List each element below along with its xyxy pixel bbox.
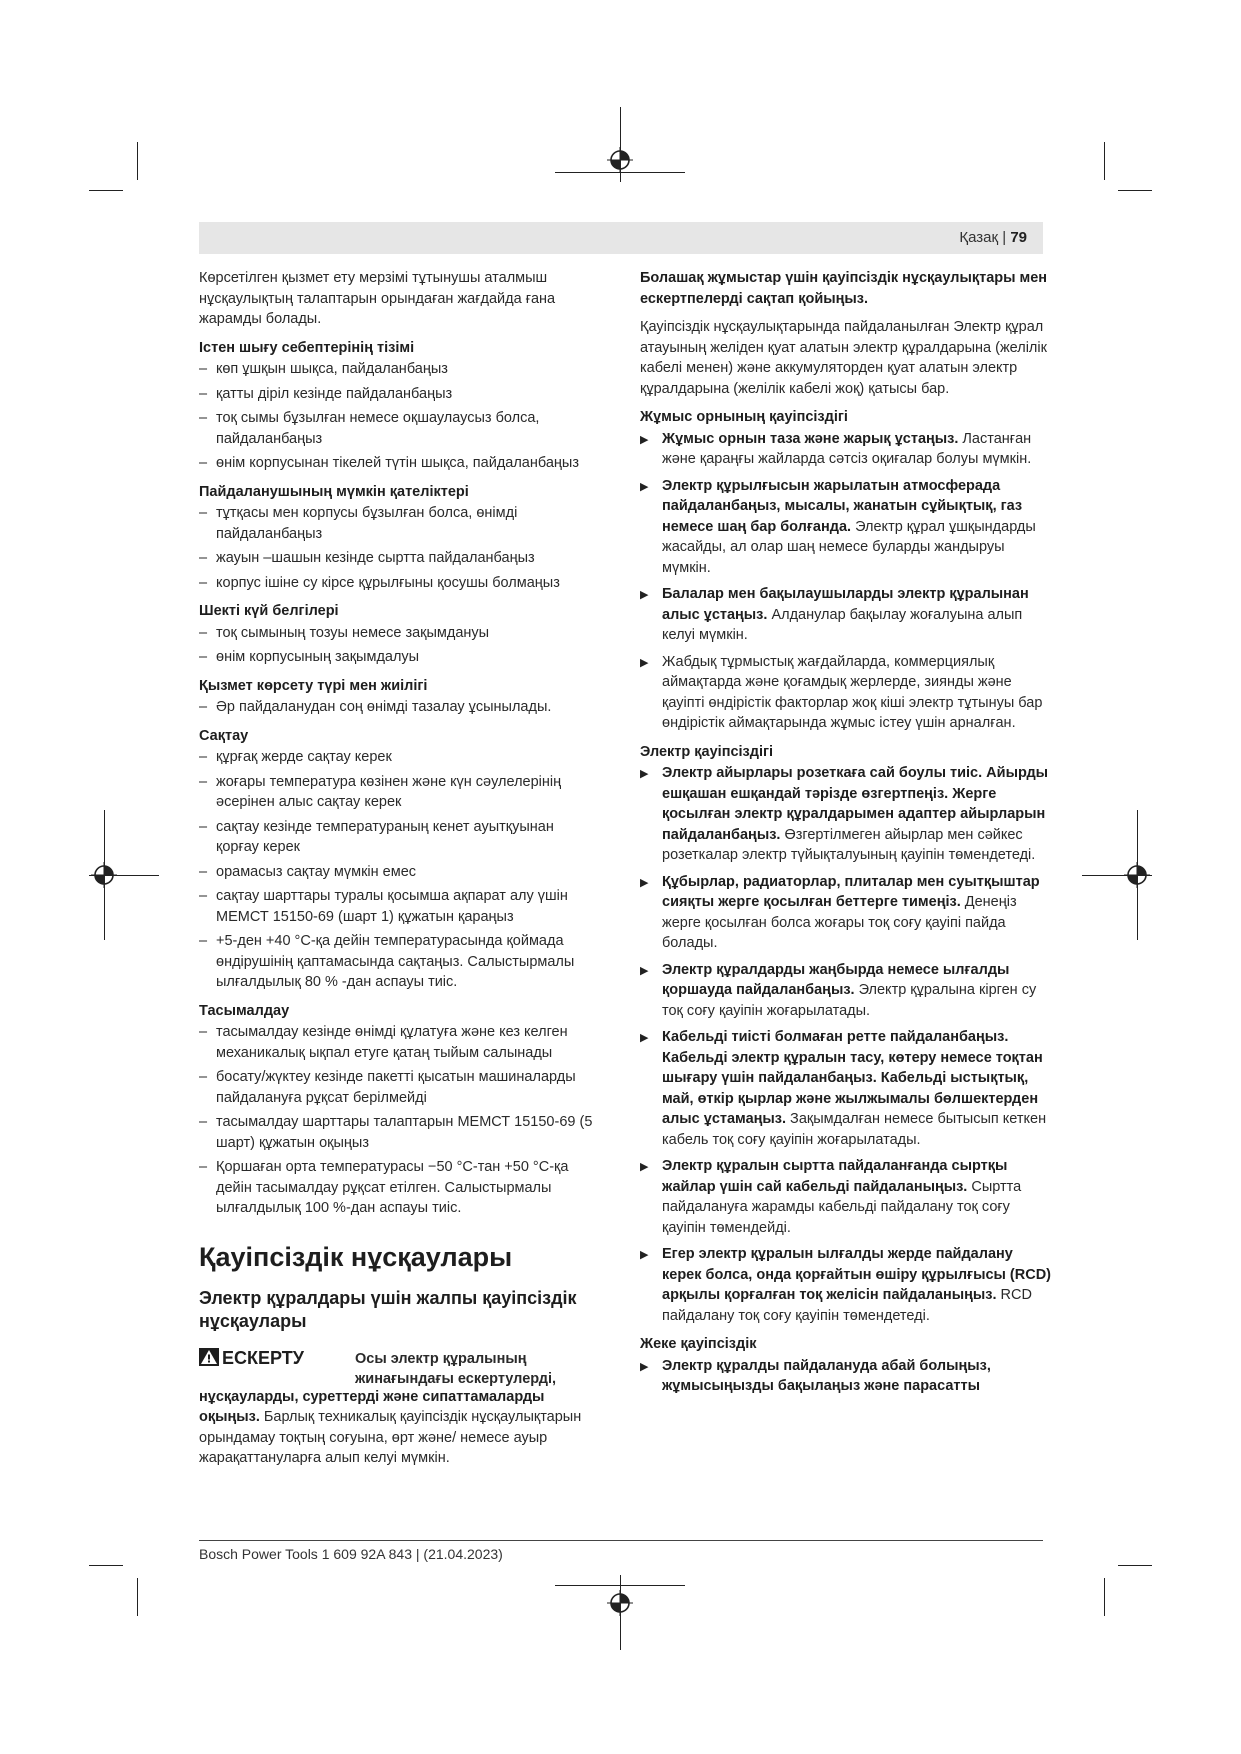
list-item bbox=[640, 584, 1054, 646]
errors-list bbox=[199, 503, 599, 593]
page-number: 79 bbox=[1010, 229, 1027, 246]
item-text: Ластанған және қараңғы жайларда сәтсіз оқиғалар болуы мүмкін. bbox=[662, 430, 1032, 467]
list-item bbox=[640, 763, 1054, 866]
right-column bbox=[640, 268, 1054, 1403]
item-bold: Электр құралдарды жаңбырда немесе ылғалды қоршауда пайдаланбаңыз. bbox=[662, 961, 1010, 998]
item-bold: Жұмыс орнын таза және жарық ұстаңыз. bbox=[662, 430, 959, 447]
service-list bbox=[199, 697, 599, 718]
registration-target-icon bbox=[607, 1590, 633, 1616]
header-language: Қазақ bbox=[959, 229, 999, 246]
crop-mark bbox=[1104, 1578, 1105, 1616]
warning-icon bbox=[199, 1348, 219, 1366]
list-item: – орамасыз сақтау мүмкін емес bbox=[199, 862, 599, 883]
registration-target-icon bbox=[1124, 862, 1150, 888]
registration-target-icon bbox=[91, 862, 117, 888]
transport-heading: Тасымалдау bbox=[199, 1002, 290, 1019]
item-bold: Электр құрылғысын жарылатын атмосферада пайдаланбаңыз, мысалы, жанатын сұйықтық, газ немесе шаң бар болғанда. bbox=[662, 477, 1023, 535]
list-item: – тоқ сымы бұзылған немесе оқшаулаусыз болса, пайдаланбаңыз bbox=[199, 408, 599, 449]
list-item bbox=[640, 872, 1054, 954]
warning-text: Барлық техникалық қауіпсіздік нұсқаулықтарын орындамау тоқтың соғуына, өрт және/ немесе ауыр жарақаттануларға алып келуі мүмкін. bbox=[199, 1409, 582, 1466]
warning-heading: Осы электр құралының жинағындағы ескертулерді, bbox=[355, 1350, 557, 1387]
registration-target-icon bbox=[607, 147, 633, 173]
crop-mark bbox=[1104, 142, 1105, 180]
list-item: – +5-ден +40 °C-қа дейін температурасында қоймада өндірушінің қаптамасында сақтаңыз. Салыстырмалы ылғалдылық 80 % -дан аспауы тиіс. bbox=[199, 931, 599, 993]
list-item: – өнім корпусының зақымдалуы bbox=[199, 647, 599, 668]
left-column bbox=[199, 268, 599, 1477]
list-item: – босату/жүктеу кезінде пакетті қысатын машиналарды пайдалануға рұқсат берілмейді bbox=[199, 1067, 599, 1108]
electric-heading: Электр қауіпсіздігі bbox=[640, 743, 774, 760]
errors-heading: Пайдаланушының мүмкін қателіктері bbox=[199, 483, 469, 500]
workplace-heading: Жұмыс орнының қауіпсіздігі bbox=[640, 409, 848, 425]
list-item: – тұтқасы мен корпусы бұзылған болса, өнімді пайдаланбаңыз bbox=[199, 503, 599, 544]
list-item: – сақтау кезінде температураның кенет ауытқуынан қорғау керек bbox=[199, 817, 599, 858]
personal-heading: Жеке қауіпсіздік bbox=[640, 1336, 757, 1352]
crop-mark bbox=[1118, 1565, 1152, 1566]
list-item bbox=[640, 1156, 1054, 1238]
list-item: – тасымалдау кезінде өнімді құлатуға және кез келген механикалық ықпал етуге қатаң тыйым салынады bbox=[199, 1022, 599, 1063]
item-bold: Кабельді тиісті болмаған ретте пайдаланбаңыз. Кабельді электр құралын тасу, көтеру немесе тоқтан шығару үшін пайдаланбаңыз. Кабельді ыстықтық, май, өткір қырлар және жылжымалы бөлшектерден алыс ұстамаңыз. bbox=[662, 1029, 1043, 1127]
list-item: – тоқ сымының тозуы немесе зақымдануы bbox=[199, 623, 599, 644]
item-text: Электр құралына кірген су тоқ соғу қауіпін жоғарылатады. bbox=[662, 982, 1037, 1019]
general-safety-subtitle: Электр құралдары үшін жалпы қауіпсіздік нұсқаулары bbox=[199, 1287, 577, 1331]
list-item bbox=[640, 1244, 1054, 1326]
workplace-list bbox=[640, 429, 1054, 734]
crop-mark bbox=[137, 142, 138, 180]
crop-mark bbox=[137, 1578, 138, 1616]
item-text: Сыртта пайдалануға жарамды кабельді пайдалану тоқ соғу қауіпін төмендейді. bbox=[662, 1178, 1022, 1236]
list-item: – сақтау шарттары туралы қосымша ақпарат алу үшін МЕМСТ 15150-69 (шарт 1) құжатын қараңыз bbox=[199, 886, 599, 927]
list-item: – жауын –шашын кезінде сыртта пайдаланбаңыз bbox=[199, 548, 599, 569]
item-bold: Электр құралын сыртта пайдаланғанда сыртқы жайлар үшін сай кабельді пайдаланыңыз. bbox=[662, 1158, 1008, 1195]
limits-heading: Шекті күй белгілері bbox=[199, 603, 339, 619]
safety-title: Қауіпсіздік нұсқаулары bbox=[199, 1241, 513, 1272]
item-bold: Электр құралды пайдалануда абай болыңыз, жұмысыңызды бақылаңыз және парасатты bbox=[662, 1357, 991, 1394]
page-footer: Bosch Power Tools 1 609 92A 843 | (21.04.2023) bbox=[199, 1546, 503, 1562]
registration-line bbox=[555, 1585, 685, 1586]
item-bold: Балалар мен бақылаушыларды электр құралынан алыс ұстаңыз. bbox=[662, 586, 1029, 623]
failure-list bbox=[199, 359, 599, 474]
page-header bbox=[199, 222, 1043, 254]
item-text: Алданулар бақылау жоғалуына алып келуі мүмкін. bbox=[662, 606, 1023, 643]
list-item: – корпус ішіне су кірсе құрылғыны қосушы болмаңыз bbox=[199, 573, 599, 594]
list-item bbox=[640, 1027, 1054, 1150]
list-item: – құрғақ жерде сақтау керек bbox=[199, 747, 599, 768]
keep-instructions-heading: Болашақ жұмыстар үшін қауіпсіздік нұсқаулықтары мен ескертпелерді сақтап қойыңыз. bbox=[640, 270, 1048, 307]
warning-label: ЕСКЕРТУ bbox=[222, 1347, 304, 1368]
list-item bbox=[640, 429, 1054, 470]
item-text: Зақымдалған немесе бытысып кеткен кабель тоқ соғу қауіпін жоғарылатады. bbox=[662, 1111, 1047, 1148]
header-text: Қазақ | 79 bbox=[959, 229, 1027, 246]
electric-list bbox=[640, 763, 1054, 1326]
footer-rule bbox=[199, 1540, 1043, 1541]
warning-bold-text: нұсқауларды, суреттерді және сипаттамаларды оқыңыз. bbox=[199, 1388, 545, 1425]
list-item: – тасымалдау шарттары талаптарын МЕМСТ 15150-69 (5 шарт) құжатын оқыңыз bbox=[199, 1112, 599, 1153]
item-text: Электр құрал ұшқындарды жасайды, ал олар шаң немесе буларды жандыруы мүмкін. bbox=[662, 518, 1036, 576]
item-bold: Егер электр құралын ылғалды жерде пайдалану керек болса, онда қорғайтын өшіру құрылғысы (RCD) арқылы қорғалған тоқ желісін пайдаланыңыз. bbox=[662, 1246, 1052, 1303]
warning-paragraph bbox=[199, 1387, 599, 1469]
list-item: – көп ұшқын шықса, пайдаланбаңыз bbox=[199, 359, 599, 380]
item-bold: Құбырлар, радиаторлар, плиталар мен суытқыштар сияқты жерге қосылған беттерге тимеңіз. bbox=[662, 873, 1040, 910]
warning-block bbox=[199, 1347, 599, 1387]
list-item bbox=[640, 476, 1054, 579]
list-item bbox=[640, 652, 1054, 734]
list-item: – қатты діріл кезінде пайдаланбаңыз bbox=[199, 384, 599, 405]
list-item: – өнім корпусынан тікелей түтін шықса, пайдаланбаңыз bbox=[199, 453, 599, 474]
item-text: Денеңіз жерге қосылған болса жоғары тоқ соғу қауіпі пайда болады. bbox=[662, 894, 1017, 951]
warning-badge bbox=[199, 1347, 304, 1370]
storage-list bbox=[199, 747, 599, 993]
list-item: – Әр пайдаланудан соң өнімді тазалау ұсынылады. bbox=[199, 697, 599, 718]
list-item: – жоғары температура көзінен және күн сәулелерінің әсерінен алыс сақтау керек bbox=[199, 772, 599, 813]
list-item: – Қоршаған орта температурасы −50 °C-тан +50 °C-қа дейін тасымалдау рұқсат етілген. Салыстырмалы ылғалдылық 100 %-дан аспауы тиіс. bbox=[199, 1157, 599, 1219]
personal-list bbox=[640, 1356, 1054, 1397]
service-heading: Қызмет көрсету түрі мен жиілігі bbox=[199, 677, 428, 694]
keep-instructions-text: Қауіпсіздік нұсқаулықтарында пайдаланылған Электр құрал атауының желіден қуат алатын электр құралдарына (желілік кабелі менен) және аккумуляторден қуат алатын электр құралдарына (желілік кабелі жоқ) қатысы бар. bbox=[640, 319, 1047, 397]
item-text: Жабдық тұрмыстық жағдайларда, коммерциялық аймақтарда және қоғамдық жерлерде, зиянды және қауіпті өндірістік факторлар жоқ кіші электр тұтынуы бар өндірістік аймақтарында жұмыс істеу үшін арналған. bbox=[662, 653, 1043, 731]
list-item bbox=[640, 1356, 1054, 1397]
transport-list bbox=[199, 1022, 599, 1219]
intro-paragraph: Көрсетілген қызмет ету мерзімі тұтынушы аталмыш нұсқаулықтың талаптарын орындаған жағдайда ғана жарамды болады. bbox=[199, 270, 556, 327]
item-text: RCD пайдалану тоқ соғу қауіпін төмендетеді. bbox=[662, 1287, 1032, 1324]
item-text: Өзгертілмеген айырлар мен сәйкес розеткалар электр түйықталуының қауіпін төмендетеді. bbox=[662, 826, 1036, 863]
crop-mark bbox=[1118, 190, 1152, 191]
item-bold: Электр айырлары розеткаға сай боулы тиіс. Айырды ешқашан ешқандай тәрізде өзгертпеңіз. Жерге қосылған электр құралдарымен адаптер айырларын пайдаланбаңыз. bbox=[662, 765, 1049, 843]
crop-mark bbox=[89, 1565, 123, 1566]
list-item bbox=[640, 960, 1054, 1022]
limits-list bbox=[199, 623, 599, 668]
failure-heading: Істен шығу себептерінің тізімі bbox=[199, 339, 415, 356]
crop-mark bbox=[89, 190, 123, 191]
storage-heading: Сақтау bbox=[199, 727, 249, 744]
